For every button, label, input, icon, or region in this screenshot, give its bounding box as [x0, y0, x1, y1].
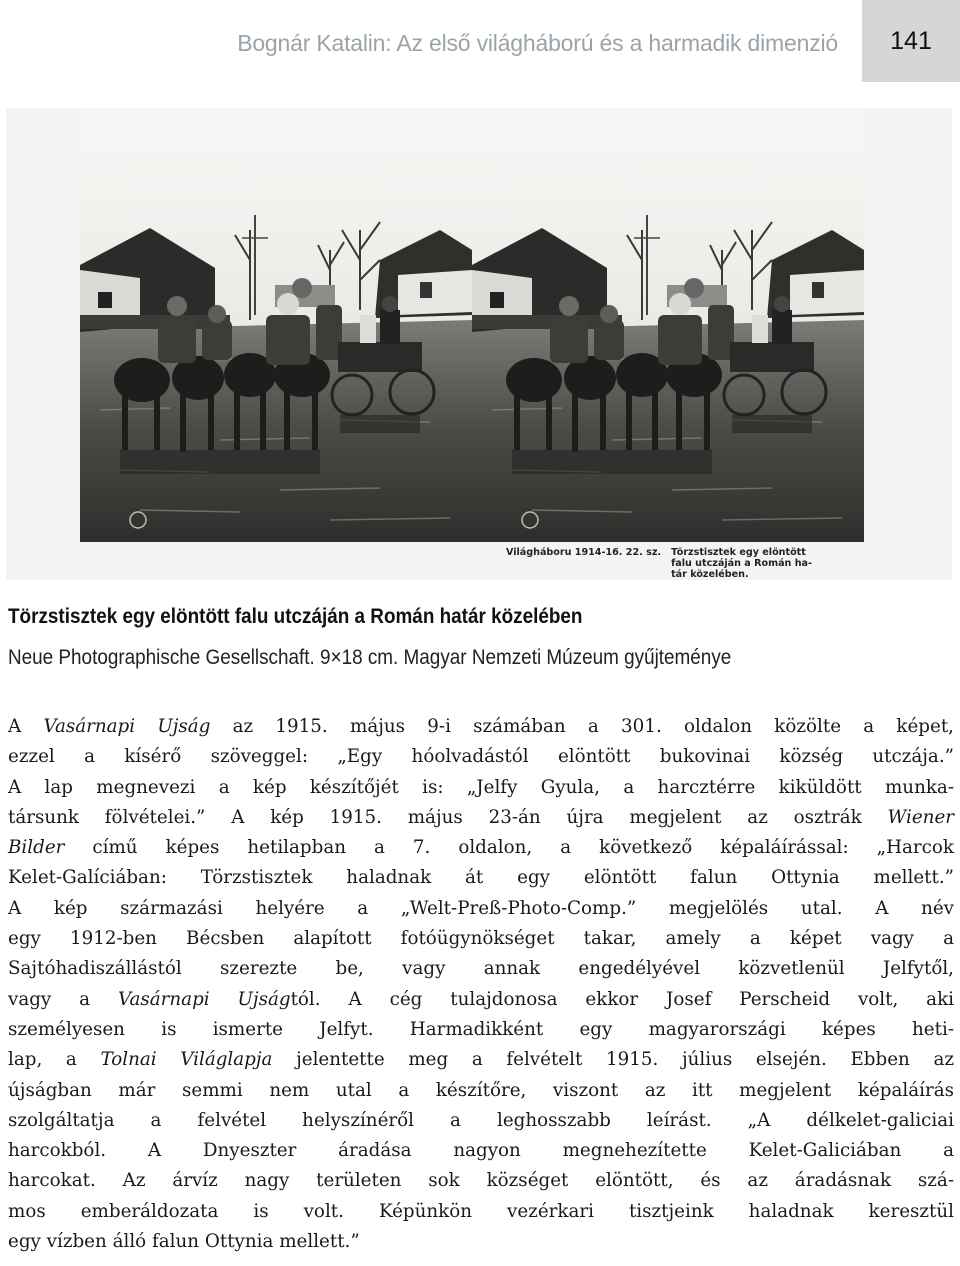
body-line: [8, 863, 954, 893]
body-text-segment: A kép származási helyére a „Welt-Preß-Photo-Comp.” megjelölés utal. A név: [8, 897, 954, 919]
italic-title-text: Vasárnapi Ujság: [43, 716, 211, 737]
body-text-segment: Kelet-Galíciában: Törzstisztek haladnak át egy elöntött falun Ottynia mellett.”: [8, 867, 954, 889]
figure-caption-title: Törzstisztek egy elöntött falu utczáján a Román határ közelében: [8, 605, 583, 628]
italic-title-text: Wiener: [887, 806, 954, 828]
body-text-segment: A lap megnevezi a kép készítőjét is: „Jelfy Gyula, a harcztérre kiküldött munka-: [8, 776, 954, 798]
body-text-segment: című képes hetilapban a 7. oldalon, a következő képaláírással: „Harcok: [64, 837, 954, 859]
body-text-segment: ezzel a kísérő szöveggel: „Egy hóolvadástól elöntött bukovinai község utczája.”: [8, 746, 954, 768]
body-line: [8, 1015, 954, 1045]
page-number-box: [862, 0, 960, 82]
body-text-segment: harcokból. A Dnyeszter áradása nagyon megnehezítette Kelet-Galiciában a: [8, 1140, 954, 1162]
body-text-segment: újságban már semmi nem utal a készítőre, viszont az itt megjelent képaláírás: [8, 1079, 954, 1101]
body-line: [8, 712, 954, 742]
stereo-caption-line: falu utczáján a Román ha-: [671, 558, 812, 569]
body-line: [8, 1227, 954, 1257]
stereo-caption-line: tár közelében.: [671, 569, 749, 580]
body-line: [8, 833, 954, 863]
body-text-segment: lap, a: [8, 1049, 101, 1071]
body-text-segment: egy 1912-ben Bécsben alapított fotóügynökséget takar, amely a képet vagy a: [8, 928, 954, 950]
stereo-right-image: [472, 110, 864, 542]
body-text-segment: társunk fölvételei.” A kép 1915. május 23-án újra megjelent az osztrák: [8, 806, 888, 828]
stereo-left-image: [80, 110, 472, 542]
body-line: [8, 985, 954, 1015]
stereo-series-label: Világháboru 1914-16. 22. sz.: [505, 547, 662, 558]
body-text-segment: harcokat. Az árvíz nagy területen sok községet elöntött, és az áradásnak szá-: [8, 1170, 954, 1192]
stereo-photograph: [6, 108, 952, 580]
body-line: [8, 773, 954, 803]
body-text-segment: egy vízben álló falun Ottynia mellett.”: [8, 1231, 360, 1253]
body-text-segment: vagy a: [8, 988, 118, 1010]
body-line: [8, 1106, 954, 1136]
figure-caption-credit: Neue Photographische Gesellschaft. 9×18 cm. Magyar Nemzeti Múzeum gyűjteménye: [8, 646, 732, 669]
page-header: [0, 0, 960, 80]
body-text-segment: jelentette meg a felvételt 1915. július elsején. Ebben az: [272, 1049, 954, 1071]
italic-title-text: Tolnai Világlapja: [100, 1049, 273, 1071]
stereo-photo-image: [6, 108, 952, 580]
body-text-segment: személyesen is ismerte Jelfyt. Harmadikként egy magyarországi képes heti-: [8, 1018, 954, 1040]
body-line: [8, 924, 954, 954]
body-text-segment: az 1915. május 9-i számában a 301. oldalon közölte a képet,: [210, 716, 954, 737]
body-line: [8, 803, 954, 833]
body-line: [8, 954, 954, 984]
stereo-caption-line: Törzstisztek egy elöntött: [671, 547, 806, 558]
body-text-segment: szolgáltatja a felvétel helyszínéről a leghosszabb leírást. „A délkelet-galiciai: [8, 1109, 954, 1131]
body-line: [8, 742, 954, 772]
body-line: [8, 1076, 954, 1106]
body-line: [8, 1166, 954, 1196]
italic-title-text: Bilder: [8, 837, 65, 859]
body-line: [8, 1045, 954, 1075]
running-title: Bognár Katalin: Az első világháború és a harmadik dimenzió: [237, 30, 838, 56]
body-text-segment: A: [8, 716, 44, 737]
italic-title-text: Vasárnapi Ujság: [117, 988, 291, 1010]
body-line: [8, 894, 954, 924]
body-text-segment: tól. A cég tulajdonosa ekkor Josef Perscheid volt, aki: [290, 988, 954, 1010]
stereo-card-caption: [505, 547, 812, 580]
body-text: [8, 712, 954, 1257]
body-text-segment: Sajtóhadiszállástól szerezte be, vagy annak engedélyével közvetlenül Jelfytől,: [8, 958, 954, 980]
body-line: [8, 1136, 954, 1166]
body-line: [8, 1197, 954, 1227]
page-number: 141: [890, 26, 932, 55]
body-text-segment: mos emberáldozata is volt. Képünkön vezérkari tisztjeink haladnak keresztül: [8, 1200, 954, 1222]
